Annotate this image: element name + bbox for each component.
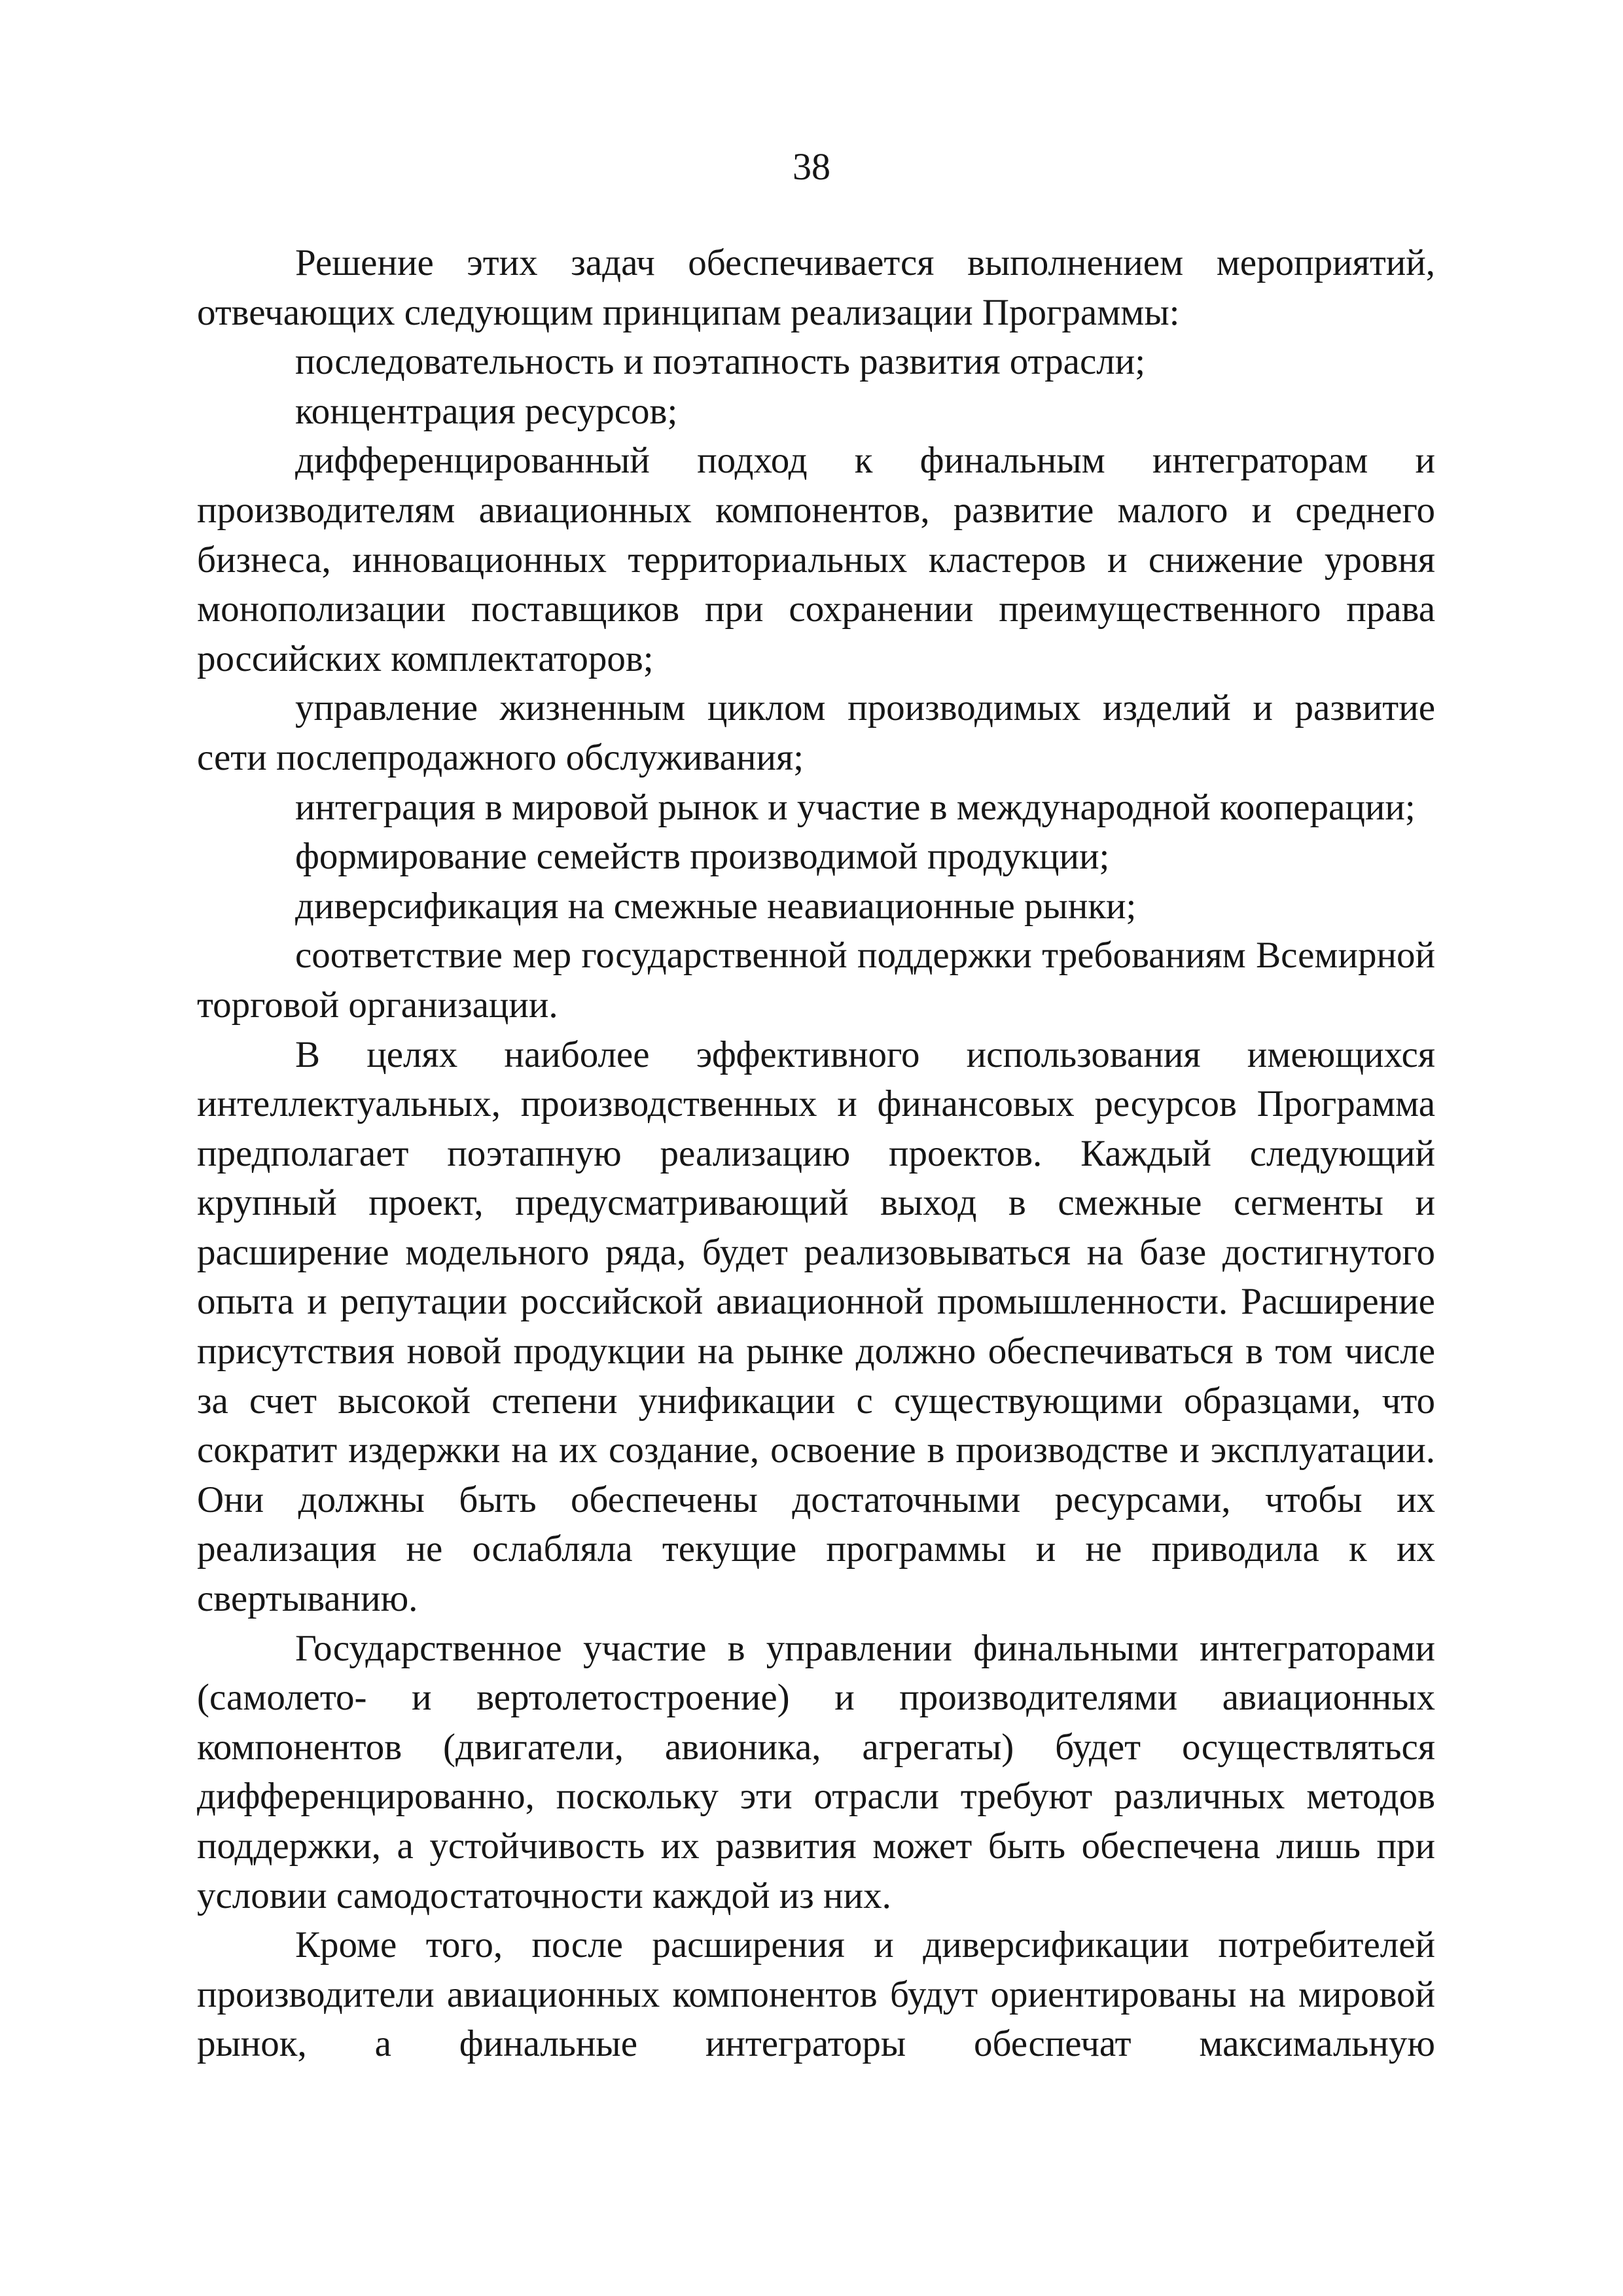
paragraph-2: последовательность и поэтапность развития отрасли; (295, 341, 1146, 383)
paragraph-11: Государственное участие в управлении финальными интеграторами (самолето- и вертолетостроение) и производителями авиационных компонентов (двигатели, авионика, агрегаты) будет осуществляться дифференцированно, поскольку эти отрасли требуют различных методов поддержки, а устойчивость их развития может быть обеспечена лишь при условии самодостаточности каждой из них. (197, 1627, 1435, 1916)
paragraph-7: формирование семейств производимой продукции; (295, 836, 1110, 878)
paragraph-4: дифференцированный подход к финальным интеграторам и производителям авиационных компонентов, развитие малого и среднего бизнеса, инновационных территориальных кластеров и снижение уровня монополизации поставщиков при сохранении преимущественного права российских комплектаторов; (197, 440, 1435, 679)
paragraph-6: интеграция в мировой рынок и участие в международной кооперации; (295, 786, 1416, 828)
paragraph-12: Кроме того, после расширения и диверсификации потребителей производители авиационных компонентов будут ориентированы на мировой рынок, а финальные интеграторы обеспечат максимальную (197, 1924, 1435, 2065)
paragraph-9: соответствие мер государственной поддержки требованиям Всемирной торговой организации. (197, 935, 1435, 1026)
paragraph-10: В целях наиболее эффективного использования имеющихся интеллектуальных, производственных и финансовых ресурсов Программа предполагает поэтапную реализацию проектов. Каждый следующий крупный проект, предусматривающий выход в смежные сегменты и расширение модельного ряда, будет реализовываться на базе достигнутого опыта и репутации российской авиационной промышленности. Расширение присутствия новой продукции на рынке должно обеспечиваться в том числе за счет высокой степени унификации с существующими образцами, что сократит издержки на их создание, освоение в производстве и эксплуатации. Они должны быть обеспечены достаточными ресурсами, чтобы их реализация не ослабляла текущие программы и не приводила к их свертыванию. (197, 1033, 1435, 1620)
page-number: 38 (793, 145, 830, 188)
body-text (197, 238, 1435, 2069)
paragraph-1: Решение этих задач обеспечивается выполнением мероприятий, отвечающих следующим принципам реализации Программы: (197, 242, 1435, 333)
paragraph-8: диверсификация на смежные неавиационные рынки; (295, 885, 1137, 927)
paragraph-3: концентрация ресурсов; (295, 390, 678, 432)
paragraph-5: управление жизненным циклом производимых изделий и развитие сети послепродажного обслуживания; (197, 687, 1435, 778)
